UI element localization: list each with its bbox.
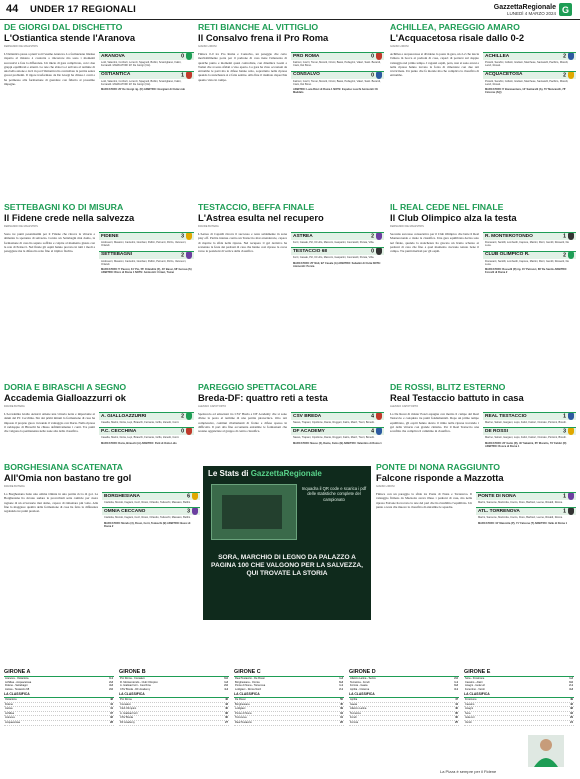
team-lineup: Lodi, Valentini, Conforti, Lorenzi, Spagnoli, Bollini, Scarcigliano, Falini, Ferrarelli. MARCATORI 20' De Giorgi (Ost).	[101, 61, 182, 68]
team-name: CSV BREDA	[293, 413, 322, 419]
team-score: 4	[371, 413, 374, 420]
score-row	[483, 412, 576, 420]
result-row: Astrea - Testaccio 68 2-0	[5, 687, 113, 691]
team-score: 0	[181, 53, 184, 60]
result-row: Real Testaccio - De Rossi 1-3	[235, 677, 343, 680]
team-name: REAL TESTACCIO	[485, 413, 527, 419]
scoreboard	[291, 50, 384, 200]
article-body: La Borghesiana batte una ottima Omnia in una partita ricca di gol. La Borghesiana ha dovuto sudare le proverbiali sette camicie per avere ragione di un avversario mai domo, capace di rimontare più volte. Alla fine la maggiore qualità della formazione di casa ha fatto la differenza regalando tre punti preziosi.	[4, 492, 98, 514]
team-score: 1	[563, 493, 566, 500]
article	[198, 202, 384, 380]
team-lineup: Marino, Sebeti, Gargani, Lupo, Felici, Fattori, Onorato, Piccioni, Biondi.	[485, 436, 567, 440]
player-photo	[528, 735, 564, 767]
match-notes: MARCATORI: 5' Pavoni, 31' Pio, 56' Orlandini (F), 40' Bassi, 68' Gerosa (S) ARBITRO: Rizzo di Roma 1 NOTE: Ammoniti: Ciriaci, Tomei	[101, 268, 192, 275]
score-row	[291, 71, 384, 79]
article-body: La De Rossi di mister Pozzi espugna con merito il campo del Real Testaccio e conquista tre punti fondamentali. Dopo un primo tempo equilibrato, gli ospiti hanno alzato il ritmo nella ripresa trovando i gol della vittoria con grande cinismo. Per il Real Testaccio una sconfitta che complica il cammino in classifica.	[390, 412, 479, 434]
team-score: 1	[181, 71, 184, 78]
team-score: 4	[371, 428, 374, 435]
standings-row: Acquacetosa 28	[5, 720, 113, 724]
article-byline: FERNANDO DE MAGISTRIS	[390, 225, 424, 228]
article-headline: Falcone risponde a Mazzotta	[376, 472, 504, 483]
article-kicker: PONTE DI NONA RAGGIUNTO	[376, 462, 501, 472]
team-crest-icon	[186, 428, 192, 435]
standings-row: Torrenova 31	[235, 716, 343, 720]
score-row	[483, 232, 576, 240]
team-lineup: Casella, Marini, Doria, Lupi, Biraschi, Ferrante, Grillo, Zanetti, Conti.	[101, 436, 180, 440]
team-name: SETTEBAGNI	[101, 252, 132, 258]
team-score: 0	[371, 53, 374, 60]
article	[390, 202, 576, 380]
article-headline: L'Ostiantica stende l'Aranova	[4, 32, 136, 43]
team-crest-icon	[568, 252, 574, 259]
article-headline: Breda-DF: quattro reti a testa	[198, 392, 328, 403]
article-byline: FERNANDO DE MAGISTRIS	[4, 45, 38, 48]
score-row	[102, 507, 200, 515]
group-name: GIRONE B	[119, 668, 229, 677]
article-byline: GIANNI LIMONI	[376, 485, 395, 488]
article-byline: GIANNI LIMONI	[390, 45, 409, 48]
team-score: 3	[563, 428, 566, 435]
standings-heading: LA CLASSIFICA	[349, 693, 459, 698]
team-lineup: Lodi, Valentini, Conforti, Lorenzi, Spagnoli, Bollini, Scarcigliano, Falini, Ferrarelli. MARCATORI 20' De Giorgi (Ost).	[101, 79, 182, 86]
standings-heading: LA CLASSIFICA	[119, 693, 229, 698]
article-byline: DAVIDE BUTERA	[4, 405, 25, 408]
article-kicker: TESTACCIO, BEFFA FINALE	[198, 202, 315, 212]
article-headline: Il Club Olimpico alza la testa	[390, 212, 517, 223]
team-lineup: Marino, Sebeti, Gargani, Lupo, Felici, Fattori, Onorato, Piccioni, Biondi.	[485, 421, 567, 424]
footer-caption: La Pizza è sempre per il Fidene	[440, 769, 497, 774]
article-kicker: DORIA E BIRASCHI A SEGNO	[4, 382, 127, 392]
result-row: R. Monterotondo - Club Olimpico 1-2	[120, 680, 228, 684]
g-logo-icon: G	[559, 3, 572, 16]
paper-name: GazzettaRegionale	[493, 3, 556, 11]
team-lineup: Casella, Marini, Doria, Lupi, Biraschi, Ferrante, Grillo, Zanetti, Conti.	[101, 421, 180, 424]
team-name: CONSALVO	[293, 72, 320, 78]
advert-headline: SORA, MARCHIO DI LEGNO DA PALAZZO A PAGINA 100 CHE VALGONO PER LA SALVEZZA, QUI TROVATE LA STORIA	[211, 554, 363, 577]
team-lineup: Proietti, Serafini, Colletti, Giuliani, Marchese, Santarelli, Pacifico, Morelli, Lanzi, Rosati.	[485, 79, 569, 86]
article-headline: L'Astrea esulta nel recupero	[198, 212, 324, 223]
result-row: Lodigiani - Roma Nord 2-1	[235, 687, 343, 691]
group-name: GIRONE C	[234, 668, 344, 677]
standings-row: Isola Liri 29	[465, 716, 573, 720]
team-crest-icon	[186, 413, 192, 420]
team-name: DE ROSSI	[485, 428, 508, 434]
team-crest-icon	[376, 233, 382, 240]
score-row	[476, 507, 576, 515]
article-headline: Real Testaccio battuto in casa	[390, 392, 524, 403]
article-body: L'Accademia Giallo Azzurri ottiene una vittoria netta e importante ai danni del PC Cecchina. Sin dai primi minuti la formazione di casa ha imposto il proprio gioco trovando il vantaggio con Doria. Nella ripresa il raddoppio di Biraschi ha chiuso definitivamente i conti. Tre punti che valgono la permanenza nelle zone alte della classifica.	[4, 412, 95, 434]
score-row	[99, 71, 194, 79]
scoreboard	[483, 230, 576, 378]
match-notes: MARCATORI: 22' Gatto (R), 40' Sabatini, 65' Moratto, 79' Fabbri (D) ARBITRO: Rocca di Roma 1	[485, 441, 567, 448]
match-notes: ARBITRO: Luca Ricci di Roma 1 NOTE: Espulso Lucchi Ammoniti: Di Maddalo	[293, 88, 378, 95]
team-score: 6	[187, 493, 190, 500]
team-crest-icon	[568, 413, 574, 420]
article-byline: DAVIDE BUTERA	[198, 225, 219, 228]
team-lineup: Marini, Sansone, Mazzotta, Cocco, Fiore, Barbieri, Leone, Rinaldi, Rocca.	[478, 501, 563, 504]
standings-row: Frosinone 49	[465, 697, 573, 701]
team-score: 2	[181, 251, 184, 258]
team-score: 2	[563, 71, 566, 78]
article-body: Achillea e Acquacetosa si dividono la posta in gara, un 2-2 che lascia l'amaro in bocca ai padroni di casa, capaci di portarsi sul doppio vantaggio nel primo tempo. I ragazzi ospiti, però, non si sono arresi e nella ripresa hanno trovato la forza di rimontare con due reti ravvicinate. Un punto che fa morale ma che complica la classifica di entrambe.	[390, 52, 479, 78]
standings-heading: LA CLASSIFICA	[464, 693, 574, 698]
article-headline: Il Fidene crede nella salvezza	[4, 212, 135, 223]
team-lineup: Fioravanti, Santilli, Lombardi, Capone, Martini, Ricci, Gentili, Rossetti, De Luca.	[485, 241, 569, 248]
group-name: GIRONE E	[464, 668, 574, 677]
match-notes: MARCATORI: 20' De Giorgi rig. (O) ARBITRO: Giorgiani di Ostia Lido	[101, 88, 186, 92]
score-row	[483, 251, 576, 259]
score-row	[99, 251, 194, 259]
score-row	[99, 412, 194, 420]
team-crest-icon	[568, 508, 574, 515]
result-row: Fidene - Settebagni 3-2	[5, 684, 113, 688]
team-name: PONTE DI NONA	[478, 493, 517, 499]
team-name: A. GIALLOAZZURRI	[101, 413, 147, 419]
team-score: 2	[181, 413, 184, 420]
team-crest-icon	[192, 508, 198, 515]
team-crest-icon	[186, 72, 192, 79]
scoreboard	[102, 490, 200, 660]
team-lineup: Fioravanti, Santilli, Lombardi, Capone, Martini, Ricci, Gentili, Rossetti, De Luca.	[485, 259, 569, 266]
team-crest-icon	[186, 233, 192, 240]
team-lineup: Ciarletta, Mondo, Fagiani, Cerri, Rossi, Orlando, Tedeschi, Massaro, Bellini.	[104, 516, 191, 520]
team-score: 0	[371, 248, 374, 255]
team-name: PRO ROMA	[293, 53, 320, 59]
standings-row: Real Testaccio 26	[235, 720, 343, 724]
score-row	[291, 427, 384, 435]
group-name: GIRONE D	[349, 668, 459, 677]
article-byline: ALESSIO CAPOTORTO	[390, 405, 419, 408]
score-row	[291, 232, 384, 240]
team-score: 2	[563, 251, 566, 258]
score-row	[99, 52, 194, 60]
team-crest-icon	[376, 413, 382, 420]
team-crest-icon	[192, 493, 198, 500]
article-byline: FERNANDO DE MAGISTRIS	[4, 225, 38, 228]
standings-heading: LA CLASSIFICA	[4, 693, 114, 698]
result-row: CSV Breda - DF Academy 4-4	[120, 687, 228, 691]
score-row	[99, 427, 194, 435]
result-row: Aprilia - Cisterna 3-1	[350, 687, 458, 691]
team-lineup: Ferri, Casale, Piri, Di Lillo, Marconi, Gasparini, Ceccarelli, Persia, Villa.	[293, 256, 375, 260]
article-byline: DAVIDE BUTERA	[4, 485, 25, 488]
standings-row: Cassino 42	[465, 702, 573, 706]
team-lineup: Nasso, Trapani, Cipollone, Dante, Ruggeri, Falco, Marzi, Tocci, Bonetti.	[293, 421, 375, 424]
standings-row: Veroli 24	[465, 720, 573, 724]
team-lineup: Falconi, Gozzi, Tomei, Moretti, Orsini, Bassi, Pellegrini, Valeri, Salvi. Berardi, Ciani, Del Bono.	[293, 79, 381, 86]
advert-title: Le Stats di GazzettaRegionale	[208, 469, 322, 478]
match-notes: MARCATORI: Doria, Biraschi (A) ARBITRO: Peiti di Ostia Lido	[101, 441, 177, 445]
result-row: Ferentino - Veroli 3-3	[465, 687, 573, 691]
result-row: Achillea - Acquacetosa 2-2	[5, 680, 113, 684]
team-crest-icon	[376, 248, 382, 255]
standings-row: Aprilia 47	[350, 697, 458, 701]
standings-row: DF Academy 27	[120, 720, 228, 724]
article-kicker: ACHILLEA, PAREGGIO AMARO	[390, 22, 520, 32]
result-row: Borghesiana - Omnia 6-3	[235, 680, 343, 684]
result-row: Terracina - Fondi 1-1	[350, 680, 458, 684]
article-body: Finisce con un pareggio la sfida tra Ponte di Nona e Torrenova. Il vantaggio firmato da Mazzotta aveva illuso i padroni di casa, ma nella ripresa Falcone ha trovato la rete del pari che ha ristabilito l'equilibrio. Un punto a testa che muove la classifica di entrambe le squadre.	[376, 492, 472, 509]
article-headline: Accademia Gialloazzurri ok	[4, 392, 126, 403]
team-name: ATL. TORRENOVA	[478, 508, 520, 514]
standings-row: Astrea 41	[5, 707, 113, 711]
standings-row: De Rossi 50	[235, 697, 343, 701]
score-row	[291, 412, 384, 420]
result-row: A. Gialloazzurri - Cecchina 2-0	[120, 684, 228, 688]
scoreboard	[476, 490, 576, 660]
result-row: Pro Roma - Consalvo 0-0	[120, 677, 228, 680]
article	[4, 202, 194, 380]
standings-row: Ostiantica 48	[5, 697, 113, 701]
team-crest-icon	[376, 72, 382, 79]
team-crest-icon	[568, 493, 574, 500]
team-score: 1	[563, 508, 566, 515]
page-header	[0, 0, 580, 20]
team-crest-icon	[568, 53, 574, 60]
result-row: Aranova - Ostiantica 0-1	[5, 677, 113, 680]
standings-row: Pro Roma 46	[120, 697, 228, 701]
article-kicker: DE ROSSI, BLITZ ESTERNO	[390, 382, 506, 392]
article-kicker: RETI BIANCHE AL VITTIGLIO	[198, 22, 319, 32]
advert-photo	[211, 484, 297, 540]
advert-text: Inquadra il QR code e scarica i pdf delle statistiche complete del campionato	[301, 486, 367, 502]
team-name: BORGHESIANA	[104, 493, 140, 499]
score-row	[291, 247, 384, 255]
team-crest-icon	[376, 53, 382, 60]
team-lineup: Marini, Sansone, Mazzotta, Cocco, Fiore, Barbieri, Leone, Rinaldi, Rocca.	[478, 516, 563, 520]
article-kicker: SETTEBAGNI KO DI MISURA	[4, 202, 124, 212]
standings-heading: LA CLASSIFICA	[234, 693, 344, 698]
team-name: ACQUACETOSA	[485, 72, 523, 78]
article-body: L'Astrea di Capaldi ritrova il successo e resta saldamente in zona play off. Partita intensa contro un Testaccio mai arrendevole, capace di riaprire la sfida nella ripresa. Nel recupero il gol decisivo ha scatenato la festa dei padroni di casa che hanno così ripreso la corsa verso le posizioni di vertice della classifica.	[198, 232, 287, 254]
team-score: 1	[563, 413, 566, 420]
standings-row: Lodigiani 39	[235, 707, 343, 711]
team-name: TESTACCIO 68	[293, 248, 328, 254]
team-lineup: Proietti, Serafini, Colletti, Giuliani, Marchese, Santarelli, Pacifico, Morelli, Lanzi, Rosati.	[485, 61, 569, 68]
standings-row: Atletico Latina 40	[350, 707, 458, 711]
scoreboard	[291, 230, 384, 378]
team-score: 3	[187, 508, 190, 515]
team-name: P.C. CECCHINA	[101, 428, 137, 434]
team-score: 0	[371, 71, 374, 78]
score-row	[99, 232, 194, 240]
result-row: Sora - Frosinone 1-2	[465, 677, 573, 680]
article	[376, 462, 576, 662]
group-table	[119, 668, 229, 726]
team-name: DF ACADEMY	[293, 428, 325, 434]
article	[390, 22, 576, 202]
article-kicker: DE GIORGI DAL DISCHETTO	[4, 22, 123, 32]
article-kicker: PAREGGIO SPETTACOLARE	[198, 382, 317, 392]
result-row: Formia - Gaeta 0-2	[350, 684, 458, 688]
score-row	[483, 71, 576, 79]
team-score: 0	[181, 428, 184, 435]
standings-row: Fidene 44	[5, 702, 113, 706]
score-row	[483, 427, 576, 435]
group-name: GIRONE A	[4, 668, 114, 677]
scoreboard	[483, 50, 576, 200]
article-body: L'Ostiantica passa a pieni voti l'esame Aranova. La formazione lidense rispetto al mistero è costretta a rincorrere ma sono i momenti successivi a fare la differenza. Un inizio di gara complicato, con i due gruppi equilibrati e attenti. La rete che sblocca è arrivata al termine di una bella azione e da lì in poi l'Ostiantica ha controllato la partita senza grossi problemi. Il rigore trasformato da De Giorgi ha chiuso i conti e ha permesso alla formazione di guardare con fiducia al prossimo impegno.	[4, 52, 95, 87]
team-crest-icon	[568, 233, 574, 240]
standings-row: Achillea 37	[5, 711, 113, 715]
team-name: ASTREA	[293, 233, 313, 239]
match-notes: MARCATORI: Mondo (3), Rossi, Cerri, Tedeschi (B) ARBITRO: Bassi di Roma 2	[104, 521, 191, 528]
article-kicker: IL REAL CEDE NEL FINALE	[390, 202, 504, 212]
section-title: UNDER 17 REGIONALI	[30, 4, 137, 15]
team-score: 2	[371, 233, 374, 240]
issue-date: LUNEDÌ 4 MARZO 2024	[506, 10, 556, 16]
article-headline: L'Acquacetosa risale dallo 0-2	[390, 32, 525, 43]
team-name: OSTIANTICA	[101, 72, 131, 78]
team-lineup: Ciarletta, Mondo, Fagiani, Cerri, Rossi, Orlando, Tedeschi, Massaro, Bellini.	[104, 501, 191, 504]
article	[4, 382, 194, 460]
team-lineup: Nasso, Trapani, Cipollone, Dante, Ruggeri, Falco, Marzi, Tocci, Bonetti.	[293, 436, 375, 440]
match-notes: MARCATORI: 10' Mazzotta (P), 71' Falcone (T) ARBITRO: Valle di Roma 1	[478, 521, 568, 525]
team-lineup: Ferri, Casale, Piri, Di Lillo, Marconi, Gasparini, Ceccarelli, Persia, Villa.	[293, 241, 375, 244]
match-notes: MARCATORI: 6' Bonaventura, 12' Santarelli (A), 70' Mencarelli, 78' Ciccone (AQ)	[485, 88, 566, 95]
standings-row: A. Gialloazzurri 36	[120, 711, 228, 715]
result-row: Anagni - Isola Liri 2-1	[465, 684, 573, 688]
standings-row: Formia 25	[350, 720, 458, 724]
standings-row: Borghesiana 45	[235, 702, 343, 706]
article	[390, 382, 576, 460]
article-byline: GIANNI LIMONI	[198, 45, 217, 48]
scoreboard	[99, 410, 194, 458]
team-crest-icon	[568, 428, 574, 435]
scoreboard	[483, 410, 576, 458]
group-table	[464, 668, 574, 726]
team-crest-icon	[568, 72, 574, 79]
team-lineup: Andreucci, Massimi, Cantelmi, Giordani, Pellini, Petrucci, Rizzo, Vannucci, Orlandi.	[101, 241, 187, 248]
standings-row: Gaeta 44	[350, 702, 458, 706]
standings-row: Consalvo 43	[120, 702, 228, 706]
score-row	[102, 492, 200, 500]
article-kicker: BORGHESIANA SCATENATA	[4, 462, 123, 472]
standings-row: CSV Breda 30	[120, 716, 228, 720]
score-row	[476, 492, 576, 500]
article	[198, 22, 384, 202]
group-table	[234, 668, 344, 726]
standings-row: Anagni 38	[465, 707, 573, 711]
standings-row: Club Olimpico 40	[120, 707, 228, 711]
stats-advert[interactable]	[203, 466, 371, 620]
team-lineup: Falconi, Gozzi, Tomei, Moretti, Orsini, Bassi, Pellegrini, Valeri, Salvi. Berardi, Ciani, Del Bono.	[293, 61, 381, 68]
article-body: Spettacolo ed emozioni tra CSV Breda e DF Academy che si sono divise la posta al termine di una partita pirotecnica. Otto reti complessive, continui ribaltamenti di fronte e difese spesso in difficoltà. Il pari alla fine accontenta entrambe le formazioni che restano agganciate al gruppo di centro classifica.	[198, 412, 287, 434]
team-name: ARANOVA	[101, 53, 125, 59]
team-score: 3	[181, 233, 184, 240]
scoreboard	[291, 410, 384, 458]
standings-row: Sora 33	[465, 711, 573, 715]
score-row	[483, 52, 576, 60]
article	[4, 22, 194, 202]
article-body: Sono tre punti pesantissimi per il Fidene che ritrova la vittoria e alimenta la speranza di salvezza. Contro un Settebagni mai domo, la formazione di casa ha saputo soffrire e colpire al momento giusto con la rete di Petrucci. Nel finale gli ospiti hanno provato in tutti i modi a pareggiare ma la difesa ha retto fino al triplice fischio.	[4, 232, 95, 254]
score-row	[291, 52, 384, 60]
result-row: Cassino - Alatri 0-0	[465, 680, 573, 684]
team-crest-icon	[186, 53, 192, 60]
standings-row: Fondi 30	[350, 716, 458, 720]
standings-row: Terracina 35	[350, 711, 458, 715]
result-row: Atletico Latina - Sezze 2-0	[350, 677, 458, 680]
scoreboard	[99, 230, 194, 378]
team-name: FIDENE	[101, 233, 119, 239]
article	[198, 382, 384, 460]
team-crest-icon	[376, 428, 382, 435]
team-lineup: Andreucci, Massimi, Cantelmi, Giordani, Pellini, Petrucci, Rizzo, Vannucci, Orlandi.	[101, 259, 187, 266]
result-row: Ponte di Nona - Torrenova 1-1	[235, 684, 343, 688]
team-crest-icon	[186, 252, 192, 259]
standings-row: Aranova 32	[5, 716, 113, 720]
page-number: 44	[6, 3, 19, 15]
team-score: 2	[563, 53, 566, 60]
team-name: CLUB OLIMPICO R.	[485, 252, 530, 258]
team-name: R. MONTEROTONDO	[485, 233, 533, 239]
scoreboard	[99, 50, 194, 200]
group-table	[349, 668, 459, 726]
team-name: ACHILLEA	[485, 53, 510, 59]
match-notes: MARCATORI: Rosselli (R) rig. 15' Petrucci, 88' De Santis ARBITRO: Forcelli di Roma 2	[485, 268, 568, 275]
masthead-logo	[494, 3, 572, 16]
article-headline: Il Consalvo frena il Pro Roma	[198, 32, 329, 43]
standings-row: Ponte di Nona 34	[235, 711, 343, 715]
team-score: 1	[563, 233, 566, 240]
match-notes: MARCATORI: 25' Nidi, 92' Casale (A) ARBITRO: Sabatini di Ostia NOTE: Ammoniti: Persia	[293, 261, 381, 268]
group-table	[4, 668, 114, 726]
team-name: OMNIA CECCANO	[104, 508, 146, 514]
article-byline: ALESSIO CAPOTORTO	[198, 405, 227, 408]
article	[4, 462, 200, 662]
article-body: Finisce 0-0 tra Pro Roma e Consalvo, un pareggio che certo inevitabilmente porta per il padrone di casa tiene l'amarezza di qualche punto e momenti quasi controllate, con dinamica Gozzi e Tomei che si sono sfidati a viso aperto. La gara ha visto occasioni da entrambe le parti ma le difese hanno retto, soprattutto nella ripresa quando la stanchezza si è fatta sentire. Alla fine il risultato rispecchia quanto visto in campo.	[198, 52, 287, 82]
match-notes: MARCATORI: Nasso (2), Dante, Falco (B) ARBITRO: Valentino di Roma 1	[293, 441, 382, 445]
article-body: Secondo successo consecutivo per il Club Olimpico che batte il Real Monterotondo e risale la classifica. Una gara equilibrata decisa solo nel finale, quando la stanchezza ha giocato un brutto scherzo ai padroni di casa che fino a quel momento avevano tenuto bene il campo. Tre punti meritati per gli ospiti.	[390, 232, 479, 254]
article-headline: All'Omia non bastano tre gol	[4, 472, 132, 483]
